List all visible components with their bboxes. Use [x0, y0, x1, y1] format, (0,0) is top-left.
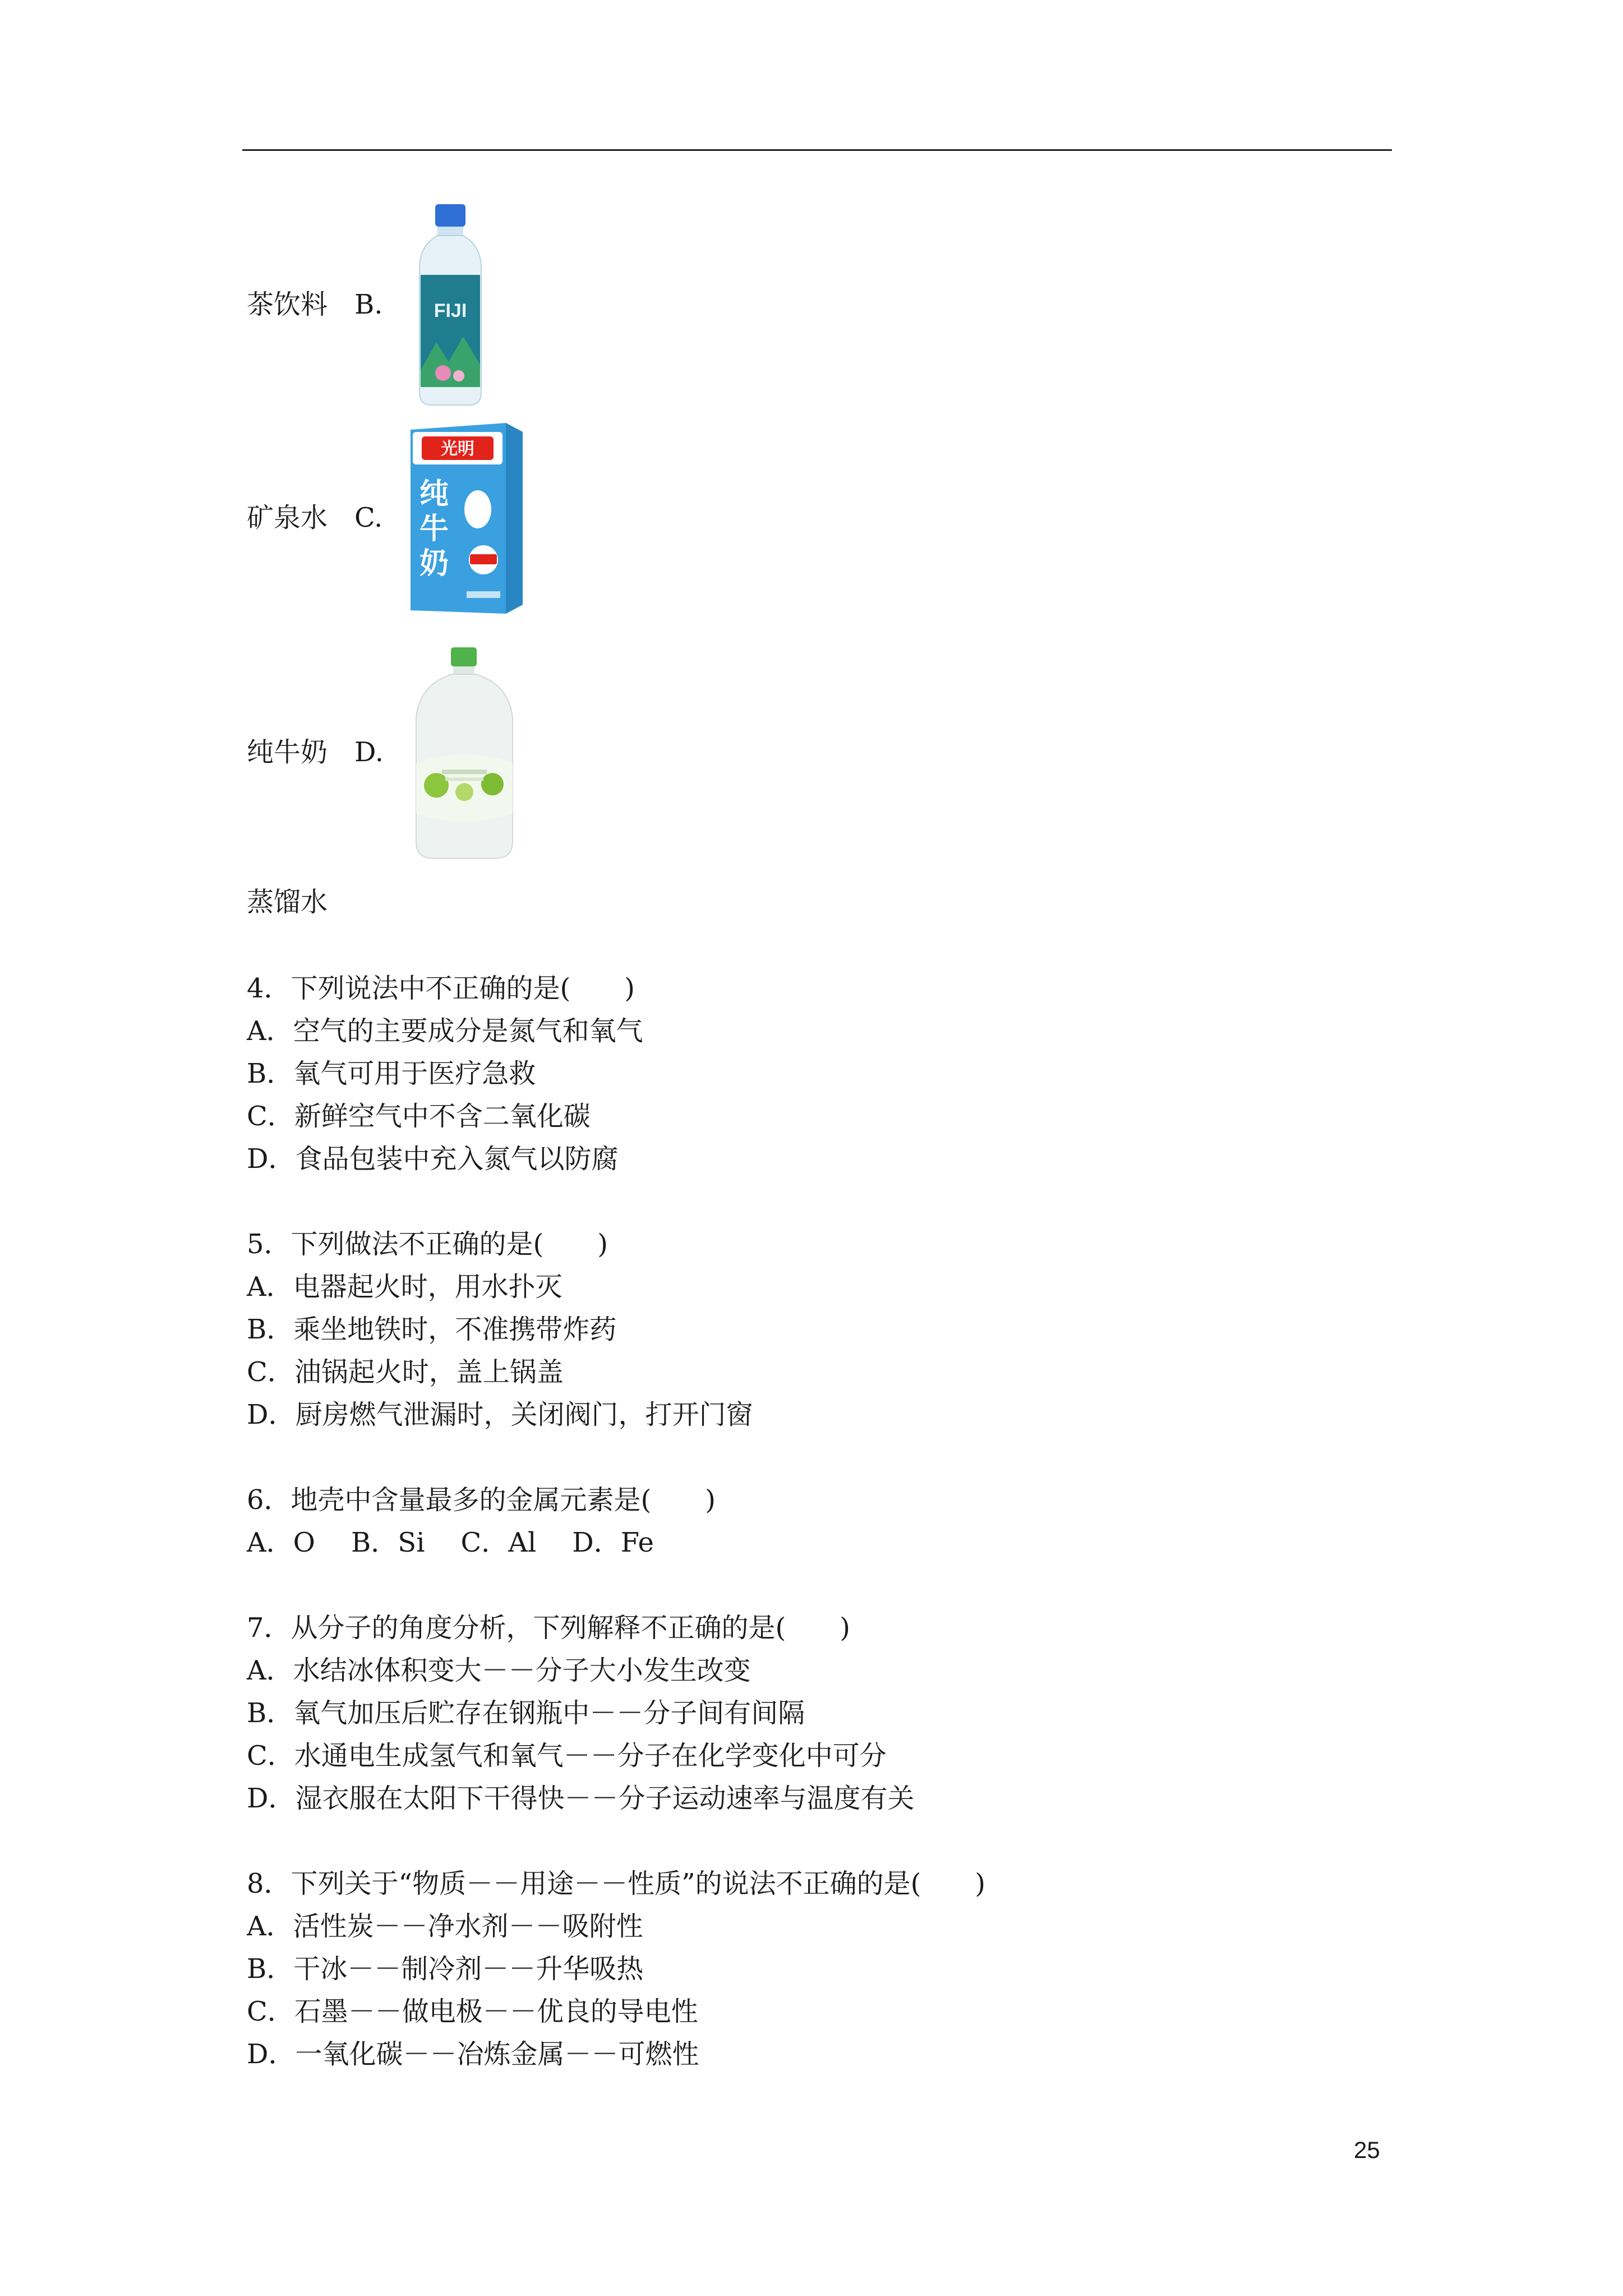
fiji-brand-text: FIJI: [434, 300, 467, 321]
question-8-option-c: C．石墨－－做电极－－优良的导电性: [247, 1996, 698, 2027]
question-4-stem: 4．下列说法中不正确的是( ): [247, 973, 635, 1004]
page-number: 25: [1354, 2137, 1380, 2163]
question-7-option-a: A．水结冰体积变大－－分子大小发生改变: [247, 1655, 751, 1686]
question-8-stem: 8．下列关于“物质－－用途－－性质”的说法不正确的是( ): [247, 1868, 986, 1899]
option-letter: B.: [354, 289, 383, 320]
option-letter: D.: [354, 737, 384, 768]
question-8-option-d: D．一氧化碳－－冶炼金属－－可燃性: [247, 2039, 699, 2070]
product-row-mineral-water: [247, 501, 382, 535]
question-4-option-c: C．新鲜空气中不含二氧化碳: [247, 1101, 591, 1132]
question-4-option-b: B．氧气可用于医疗急救: [247, 1058, 536, 1089]
product-row-milk: [247, 735, 384, 769]
product-caption: 矿泉水: [247, 502, 328, 533]
question-6-options: [247, 1526, 654, 1559]
milk-label-char: 奶: [419, 547, 449, 581]
question-5-option-a: A．电器起火时，用水扑灭: [247, 1271, 562, 1303]
question-6-option-a: A．O: [247, 1527, 316, 1558]
question-4-option-a: A．空气的主要成分是氮气和氧气: [247, 1015, 643, 1047]
question-4-option-d: D．食品包装中充入氮气以防腐: [247, 1143, 619, 1175]
question-5-option-d: D．厨房燃气泄漏时，关闭阀门，打开门窗: [247, 1399, 753, 1430]
question-7-option-d: D．湿衣服在太阳下干得快－－分子运动速率与温度有关: [247, 1783, 915, 1814]
mineral-water-bottle-image: [403, 202, 498, 409]
question-5-stem: 5．下列做法不正确的是( ): [247, 1228, 608, 1260]
question-7-stem: 7．从分子的角度分析，下列解释不正确的是( ): [247, 1612, 850, 1644]
product-caption: 蒸馏水: [247, 886, 328, 918]
product-row-distilled-water: [247, 885, 328, 919]
question-6-option-b: B．Si: [351, 1527, 425, 1558]
product-caption: 纯牛奶: [247, 737, 328, 768]
question-6-option-c: C．Al: [460, 1527, 537, 1558]
question-7-option-b: B．氧气加压后贮存在钢瓶中－－分子间有间隔: [247, 1697, 805, 1729]
question-5-option-c: C．油锅起火时，盖上锅盖: [247, 1356, 564, 1388]
header-rule: [242, 149, 1392, 151]
question-8-option-a: A．活性炭－－净水剂－－吸附性: [247, 1911, 643, 1942]
question-5-option-b: B．乘坐地铁时，不准携带炸药: [247, 1314, 617, 1345]
milk-label-char: 纯: [419, 477, 449, 511]
question-6-stem: 6．地壳中含量最多的金属元素是( ): [247, 1484, 716, 1516]
question-7-option-c: C．水通电生成氢气和氧气－－分子在化学变化中可分: [247, 1740, 887, 1772]
distilled-water-bottle-image: [403, 645, 526, 864]
question-8-option-b: B．干冰－－制冷剂－－升华吸热: [247, 1953, 644, 1985]
product-caption: 茶饮料: [247, 289, 328, 320]
option-letter: C.: [354, 502, 383, 533]
milk-label-char: 牛: [419, 512, 449, 546]
product-row-tea: [247, 288, 383, 321]
milk-carton-image: [405, 420, 529, 616]
question-6-option-d: D．Fe: [572, 1527, 654, 1558]
milk-brand-text: 光明: [441, 439, 474, 459]
